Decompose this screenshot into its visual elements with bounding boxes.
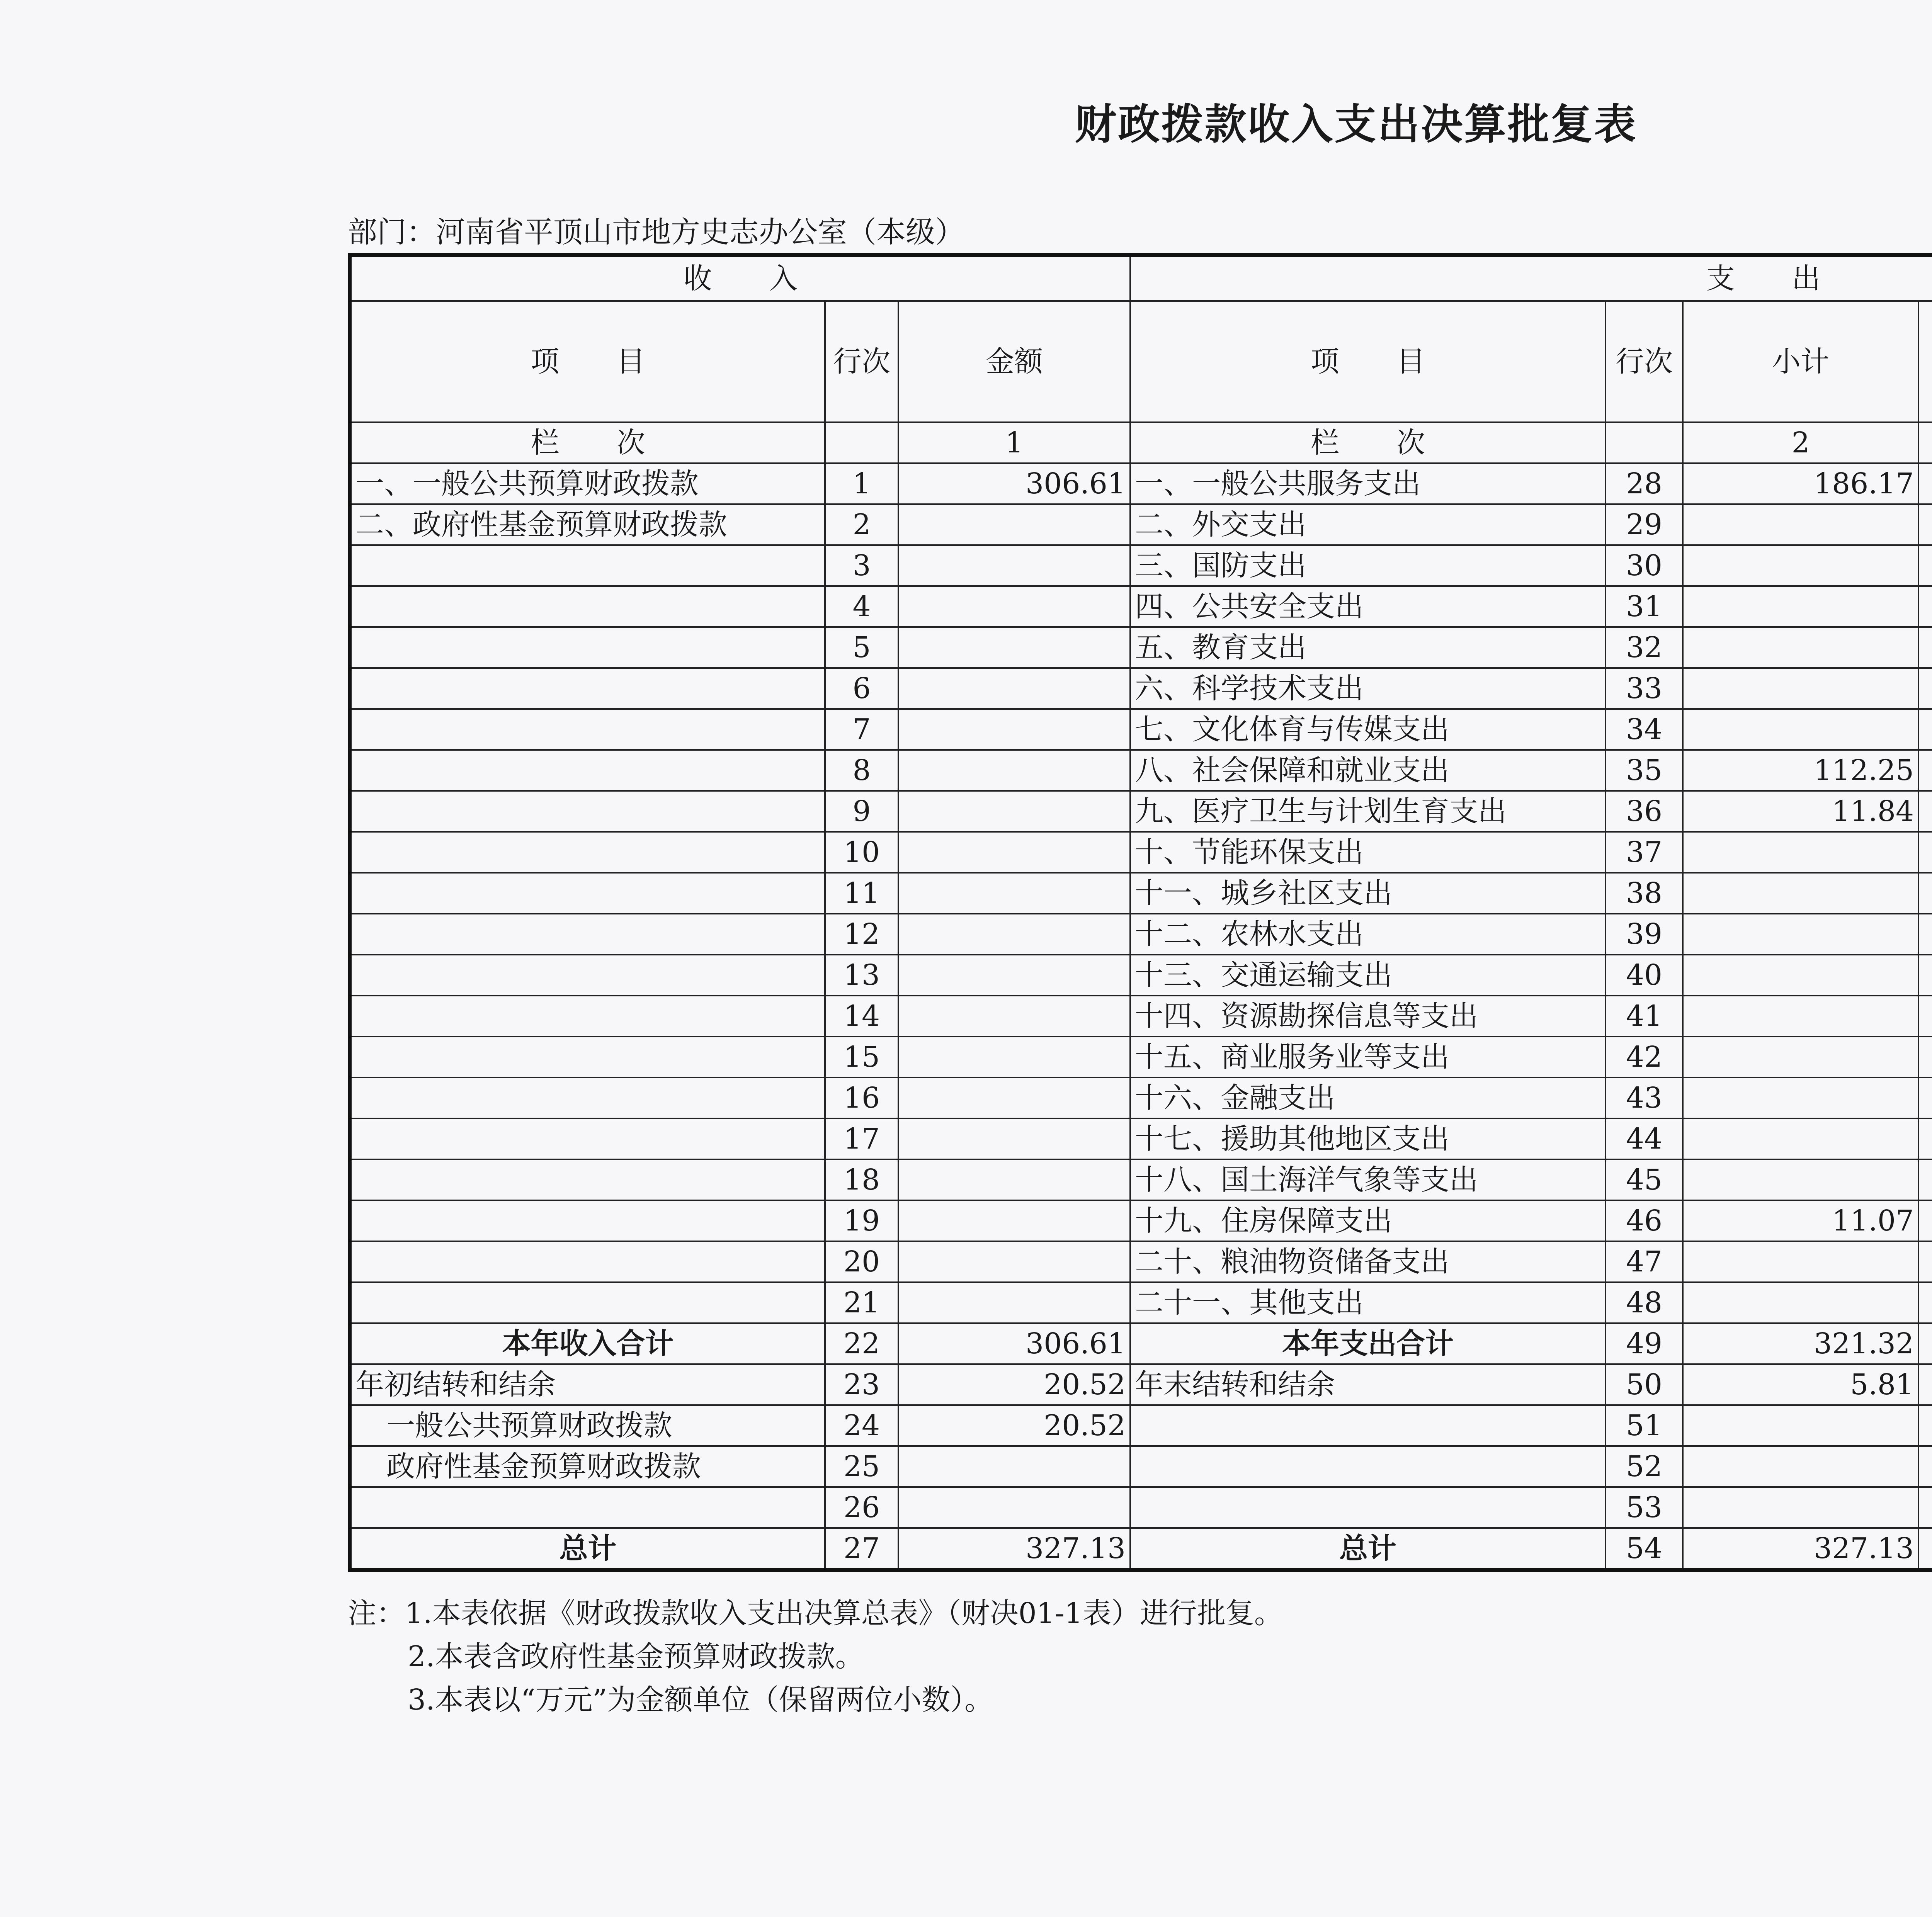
balance-row <box>350 1364 1932 1405</box>
expense-subtotal <box>1683 1282 1918 1323</box>
row-no: 3 <box>825 545 898 586</box>
note-1: 注：1.本表依据《财政拨款收入支出决算总表》（财决01-1表）进行批复。 <box>348 1597 1283 1630</box>
income-amount <box>898 873 1130 914</box>
note-3: 3.本表以“万元”为金额单位（保留两位小数）。 <box>408 1683 993 1716</box>
expense-item: 二、外交支出 <box>1130 504 1605 545</box>
row-no: 51 <box>1605 1405 1683 1446</box>
row-no: 54 <box>1605 1528 1683 1570</box>
expense-subtotal <box>1683 1037 1918 1077</box>
income-item <box>350 1200 825 1241</box>
expense-general-budget <box>1918 1077 1932 1118</box>
income-amount: 306.61 <box>898 463 1130 504</box>
empty-cell <box>1605 422 1683 463</box>
year-income-amount: 306.61 <box>898 1323 1130 1364</box>
table-row <box>350 1200 1932 1241</box>
income-item <box>350 709 825 750</box>
table-row <box>350 1405 1932 1446</box>
empty-cell <box>1918 1405 1932 1446</box>
row-no: 16 <box>825 1077 898 1118</box>
row-no: 18 <box>825 1159 898 1200</box>
expense-general-budget <box>1918 586 1932 627</box>
expense-item: 十五、商业服务业等支出 <box>1130 1037 1605 1077</box>
table-row <box>350 463 1932 504</box>
row-no: 24 <box>825 1405 898 1446</box>
expense-general-budget <box>1918 750 1932 791</box>
expense-item: 十六、金融支出 <box>1130 1077 1605 1118</box>
income-amount <box>898 996 1130 1037</box>
income-item <box>350 1241 825 1282</box>
expense-subtotal <box>1683 668 1918 709</box>
empty-cell <box>1918 1487 1932 1528</box>
table-row <box>350 1077 1932 1118</box>
year-expense-label: 本年支出合计 <box>1130 1323 1605 1364</box>
income-amount <box>898 545 1130 586</box>
row-no: 4 <box>825 586 898 627</box>
row-no: 9 <box>825 791 898 832</box>
expense-general-budget <box>1918 791 1932 832</box>
empty-cell <box>1918 1446 1932 1487</box>
expense-item: 十四、资源勘探信息等支出 <box>1130 996 1605 1037</box>
row-no: 37 <box>1605 832 1683 873</box>
expense-item: 四、公共安全支出 <box>1130 586 1605 627</box>
table-row <box>350 1037 1932 1077</box>
row-no: 47 <box>1605 1241 1683 1282</box>
expense-item: 十三、交通运输支出 <box>1130 955 1605 996</box>
table-row <box>350 996 1932 1037</box>
grand-expense-label: 总计 <box>1130 1528 1605 1570</box>
table-row <box>350 1282 1932 1323</box>
year-income-label: 本年收入合计 <box>350 1323 825 1364</box>
table-row <box>350 545 1932 586</box>
expense-item: 九、医疗卫生与计划生育支出 <box>1130 791 1605 832</box>
expense-subtotal <box>1683 504 1918 545</box>
year-total-row <box>350 1323 1932 1364</box>
row-no: 27 <box>825 1528 898 1570</box>
row-no: 20 <box>825 1241 898 1282</box>
income-amount <box>898 955 1130 996</box>
income-item <box>350 627 825 668</box>
income-amount <box>898 1118 1130 1159</box>
begin-balance-label: 年初结转和结余 <box>350 1364 825 1405</box>
income-amount <box>898 504 1130 545</box>
expense-subtotal <box>1683 1241 1918 1282</box>
expense-subtotal <box>1683 873 1918 914</box>
row-no: 28 <box>1605 463 1683 504</box>
empty-cell <box>1130 1405 1605 1446</box>
end-balance-label: 年末结转和结余 <box>1130 1364 1605 1405</box>
general-budget-header <box>1918 301 1932 422</box>
table-row <box>350 627 1932 668</box>
expense-item: 十、节能环保支出 <box>1130 832 1605 873</box>
expense-subtotal: 112.25 <box>1683 750 1918 791</box>
grand-expense-general <box>1918 1528 1932 1570</box>
row-no: 38 <box>1605 873 1683 914</box>
expense-subtotal <box>1683 914 1918 955</box>
empty-cell <box>1130 1446 1605 1487</box>
expense-subtotal <box>1683 709 1918 750</box>
row-no: 12 <box>825 914 898 955</box>
department-label: 部门：河南省平顶山市地方史志办公室（本级） <box>348 215 964 249</box>
table-row <box>350 791 1932 832</box>
row-no: 53 <box>1605 1487 1683 1528</box>
income-amount <box>898 1159 1130 1200</box>
row-no: 50 <box>1605 1364 1683 1405</box>
income-column-label: 栏 次 <box>350 422 825 463</box>
col-index-3 <box>1918 422 1932 463</box>
expense-subtotal <box>1683 832 1918 873</box>
row-no: 14 <box>825 996 898 1037</box>
income-item <box>350 545 825 586</box>
expense-general-budget <box>1918 1037 1932 1077</box>
table-row <box>350 586 1932 627</box>
begin-fund-label: 政府性基金预算财政拨款 <box>350 1446 825 1487</box>
expense-subtotal <box>1683 1077 1918 1118</box>
expense-item: 十九、住房保障支出 <box>1130 1200 1605 1241</box>
year-expense-subtotal: 321.32 <box>1683 1323 1918 1364</box>
footnotes <box>348 1592 1283 1722</box>
row-no: 36 <box>1605 791 1683 832</box>
row-no: 33 <box>1605 668 1683 709</box>
col-index-1: 1 <box>898 422 1130 463</box>
row-no: 43 <box>1605 1077 1683 1118</box>
expense-item-header: 项 目 <box>1130 301 1605 422</box>
grand-expense-subtotal: 327.13 <box>1683 1528 1918 1570</box>
expense-item: 一、一般公共服务支出 <box>1130 463 1605 504</box>
row-no: 39 <box>1605 914 1683 955</box>
note-2: 2.本表含政府性基金预算财政拨款。 <box>408 1640 864 1673</box>
expense-subtotal: 11.07 <box>1683 1200 1918 1241</box>
row-no: 2 <box>825 504 898 545</box>
income-item <box>350 832 825 873</box>
expense-general-budget <box>1918 873 1932 914</box>
expense-item: 三、国防支出 <box>1130 545 1605 586</box>
table-row <box>350 1241 1932 1282</box>
row-no: 19 <box>825 1200 898 1241</box>
expense-subtotal <box>1683 996 1918 1037</box>
empty-cell <box>1683 1446 1918 1487</box>
income-item <box>350 586 825 627</box>
expense-general-budget <box>1918 1282 1932 1323</box>
begin-fund-amount <box>898 1446 1130 1487</box>
expense-general-budget <box>1918 955 1932 996</box>
expense-general-budget <box>1918 504 1932 545</box>
expense-general-budget <box>1918 914 1932 955</box>
income-amount <box>898 627 1130 668</box>
income-item <box>350 1118 825 1159</box>
expense-header: 支 出 <box>1130 255 1932 301</box>
expense-general-budget <box>1918 1159 1932 1200</box>
income-row-no-header: 行次 <box>825 301 898 422</box>
table-row <box>350 1159 1932 1200</box>
table-row <box>350 832 1932 873</box>
expense-general-budget <box>1918 1118 1932 1159</box>
expense-item: 十八、国土海洋气象等支出 <box>1130 1159 1605 1200</box>
row-no: 22 <box>825 1323 898 1364</box>
income-amount <box>898 750 1130 791</box>
section-header-row <box>350 255 1932 301</box>
row-no: 45 <box>1605 1159 1683 1200</box>
row-no: 17 <box>825 1118 898 1159</box>
income-item <box>350 955 825 996</box>
income-item: 一、一般公共预算财政拨款 <box>350 463 825 504</box>
table-row <box>350 914 1932 955</box>
row-no: 30 <box>1605 545 1683 586</box>
table-row <box>350 955 1932 996</box>
row-no: 29 <box>1605 504 1683 545</box>
row-no: 25 <box>825 1446 898 1487</box>
income-amount-header: 金额 <box>898 301 1130 422</box>
expense-general-budget <box>1918 1200 1932 1241</box>
table-row <box>350 1446 1932 1487</box>
income-amount <box>898 1282 1130 1323</box>
expense-general-budget <box>1918 1241 1932 1282</box>
expense-subtotal <box>1683 955 1918 996</box>
end-balance-general <box>1918 1364 1932 1405</box>
income-amount <box>898 1037 1130 1077</box>
row-no: 6 <box>825 668 898 709</box>
row-no: 15 <box>825 1037 898 1077</box>
row-no: 31 <box>1605 586 1683 627</box>
row-no: 23 <box>825 1364 898 1405</box>
row-no: 35 <box>1605 750 1683 791</box>
end-balance-subtotal: 5.81 <box>1683 1364 1918 1405</box>
grand-total-row <box>350 1528 1932 1570</box>
expense-general-budget <box>1918 832 1932 873</box>
expense-item: 五、教育支出 <box>1130 627 1605 668</box>
table-row <box>350 1487 1932 1528</box>
income-amount <box>898 586 1130 627</box>
column-index-row <box>350 422 1932 463</box>
col-index-2: 2 <box>1683 422 1918 463</box>
begin-general-label: 一般公共预算财政拨款 <box>350 1405 825 1446</box>
expense-subtotal <box>1683 1159 1918 1200</box>
expense-row-no-header: 行次 <box>1605 301 1683 422</box>
table-row <box>350 1118 1932 1159</box>
expense-general-budget <box>1918 996 1932 1037</box>
empty-cell <box>1683 1405 1918 1446</box>
income-item <box>350 791 825 832</box>
income-amount <box>898 832 1130 873</box>
table-row <box>350 709 1932 750</box>
expense-subtotal: 11.84 <box>1683 791 1918 832</box>
row-no: 49 <box>1605 1323 1683 1364</box>
income-item: 二、政府性基金预算财政拨款 <box>350 504 825 545</box>
grand-income-label: 总计 <box>350 1528 825 1570</box>
expense-subtotal <box>1683 627 1918 668</box>
expense-item: 十一、城乡社区支出 <box>1130 873 1605 914</box>
begin-balance-amount: 20.52 <box>898 1364 1130 1405</box>
row-no: 40 <box>1605 955 1683 996</box>
expense-item: 二十一、其他支出 <box>1130 1282 1605 1323</box>
expense-item: 八、社会保障和就业支出 <box>1130 750 1605 791</box>
expense-general-budget <box>1918 545 1932 586</box>
row-no: 34 <box>1605 709 1683 750</box>
row-no: 7 <box>825 709 898 750</box>
expense-item: 六、科学技术支出 <box>1130 668 1605 709</box>
empty-cell <box>1130 1487 1605 1528</box>
empty-cell <box>898 1487 1130 1528</box>
table-row <box>350 750 1932 791</box>
budget-table <box>348 253 1932 1572</box>
row-no: 21 <box>825 1282 898 1323</box>
expense-general-budget <box>1918 709 1932 750</box>
subtotal-header: 小计 <box>1683 301 1918 422</box>
table-row <box>350 668 1932 709</box>
empty-cell <box>350 1487 825 1528</box>
row-no: 52 <box>1605 1446 1683 1487</box>
year-expense-general <box>1918 1323 1932 1364</box>
begin-general-amount: 20.52 <box>898 1405 1130 1446</box>
expense-item: 十二、农林水支出 <box>1130 914 1605 955</box>
row-no: 46 <box>1605 1200 1683 1241</box>
page-title: 财政拨款收入支出决算批复表 <box>1075 100 1638 149</box>
row-no: 41 <box>1605 996 1683 1037</box>
income-header: 收 入 <box>350 255 1130 301</box>
empty-cell <box>825 422 898 463</box>
income-amount <box>898 709 1130 750</box>
income-item <box>350 1282 825 1323</box>
expense-subtotal <box>1683 586 1918 627</box>
row-no: 44 <box>1605 1118 1683 1159</box>
income-amount <box>898 791 1130 832</box>
income-item <box>350 873 825 914</box>
expense-item: 十七、援助其他地区支出 <box>1130 1118 1605 1159</box>
income-item <box>350 750 825 791</box>
income-amount <box>898 1077 1130 1118</box>
expense-subtotal: 186.17 <box>1683 463 1918 504</box>
row-no: 48 <box>1605 1282 1683 1323</box>
expense-general-budget <box>1918 463 1932 504</box>
income-item <box>350 1159 825 1200</box>
expense-column-label: 栏 次 <box>1130 422 1605 463</box>
income-amount <box>898 1241 1130 1282</box>
table-row <box>350 504 1932 545</box>
expense-item: 七、文化体育与传媒支出 <box>1130 709 1605 750</box>
expense-item: 二十、粮油物资储备支出 <box>1130 1241 1605 1282</box>
income-amount <box>898 668 1130 709</box>
row-no: 13 <box>825 955 898 996</box>
income-item <box>350 996 825 1037</box>
row-no: 11 <box>825 873 898 914</box>
income-amount <box>898 914 1130 955</box>
grand-income-amount: 327.13 <box>898 1528 1130 1570</box>
income-item <box>350 668 825 709</box>
column-header-row <box>350 301 1932 422</box>
expense-general-budget <box>1918 627 1932 668</box>
income-item-header: 项 目 <box>350 301 825 422</box>
empty-cell <box>1683 1487 1918 1528</box>
row-no: 5 <box>825 627 898 668</box>
row-no: 10 <box>825 832 898 873</box>
income-item <box>350 1077 825 1118</box>
expense-general-budget <box>1918 668 1932 709</box>
income-item <box>350 1037 825 1077</box>
row-no: 1 <box>825 463 898 504</box>
row-no: 26 <box>825 1487 898 1528</box>
row-no: 42 <box>1605 1037 1683 1077</box>
row-no: 8 <box>825 750 898 791</box>
income-amount <box>898 1200 1130 1241</box>
expense-subtotal <box>1683 545 1918 586</box>
income-item <box>350 914 825 955</box>
expense-subtotal <box>1683 1118 1918 1159</box>
table-row <box>350 873 1932 914</box>
row-no: 32 <box>1605 627 1683 668</box>
